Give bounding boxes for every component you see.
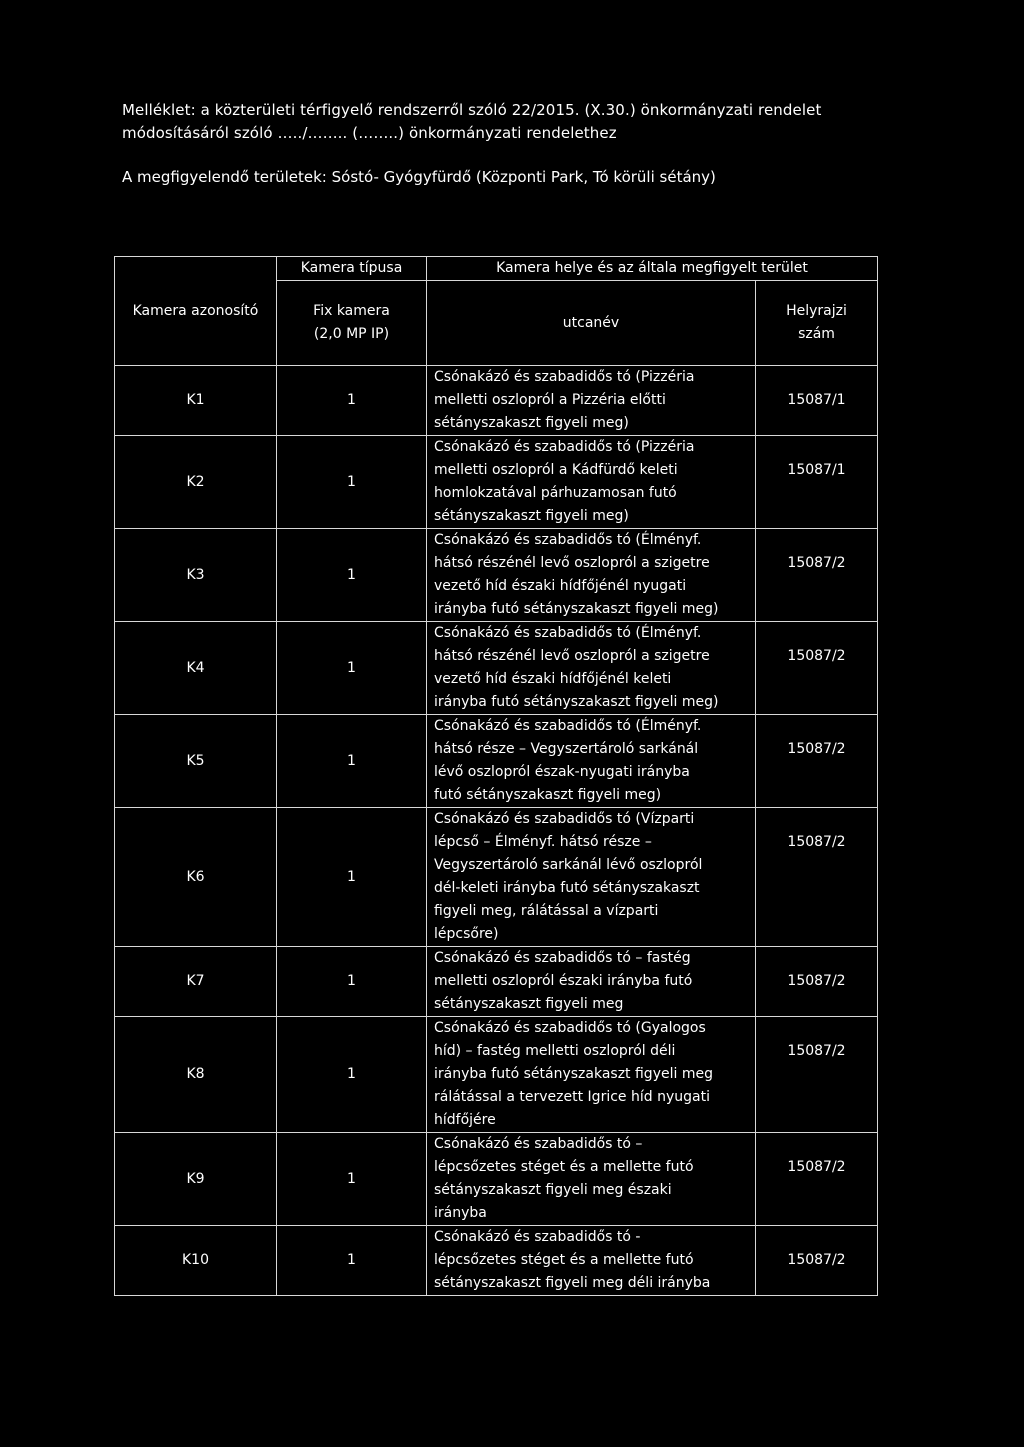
table-row bbox=[115, 436, 878, 529]
street-cell bbox=[427, 529, 756, 622]
street-line: sétányszakaszt figyeli meg) bbox=[434, 508, 629, 524]
street-line: Csónakázó és szabadidős tó (Pizzéria bbox=[434, 439, 695, 455]
table-row bbox=[115, 1226, 878, 1296]
street-cell bbox=[427, 1133, 756, 1226]
lot-number-cell: 15087/1 bbox=[756, 436, 878, 529]
street-line: hátsó része – Vegyszertároló sarkánál bbox=[434, 741, 699, 757]
camera-id-cell: K4 bbox=[115, 622, 277, 715]
header-camera-id: Kamera azonosító bbox=[115, 257, 277, 366]
street-line: Csónakázó és szabadidős tó (Vízparti bbox=[434, 811, 695, 827]
street-line: Csónakázó és szabadidős tó (Pizzéria bbox=[434, 369, 695, 385]
header-fixed-camera: Fix kamera bbox=[313, 303, 390, 319]
street-line: Csónakázó és szabadidős tó – fastég bbox=[434, 950, 691, 966]
table-body bbox=[115, 366, 878, 1296]
street-line: homlokzatával párhuzamosan futó bbox=[434, 485, 677, 501]
camera-count-cell: 1 bbox=[277, 622, 427, 715]
street-line: hátsó részénél levő oszlopról a szigetre bbox=[434, 648, 710, 664]
camera-id-cell: K5 bbox=[115, 715, 277, 808]
table-row bbox=[115, 1133, 878, 1226]
header-street: utcanév bbox=[427, 281, 756, 366]
lot-number-cell: 15087/2 bbox=[756, 1017, 878, 1133]
street-line: sétányszakaszt figyeli meg déli irányba bbox=[434, 1275, 711, 1291]
street-line: irányba futó sétányszakaszt figyeli meg) bbox=[434, 694, 719, 710]
street-line: Csónakázó és szabadidős tó (Élményf. bbox=[434, 718, 702, 734]
camera-id-cell: K2 bbox=[115, 436, 277, 529]
table-row bbox=[115, 366, 878, 436]
street-line: Csónakázó és szabadidős tó (Gyalogos bbox=[434, 1020, 706, 1036]
table-row bbox=[115, 1017, 878, 1133]
street-cell bbox=[427, 366, 756, 436]
street-line: lévő oszlopról észak-nyugati irányba bbox=[434, 764, 690, 780]
street-cell bbox=[427, 622, 756, 715]
header-row-1 bbox=[115, 257, 878, 281]
camera-table bbox=[114, 256, 878, 1296]
camera-id-cell: K10 bbox=[115, 1226, 277, 1296]
intro-text bbox=[122, 99, 912, 145]
street-line: vezető híd északi hídfőjénél keleti bbox=[434, 671, 672, 687]
street-line: hátsó részénél levő oszlopról a szigetre bbox=[434, 555, 710, 571]
camera-count-cell: 1 bbox=[277, 715, 427, 808]
camera-id-cell: K3 bbox=[115, 529, 277, 622]
table-row bbox=[115, 622, 878, 715]
lot-number-cell: 15087/2 bbox=[756, 715, 878, 808]
camera-id-cell: K1 bbox=[115, 366, 277, 436]
camera-id-cell: K9 bbox=[115, 1133, 277, 1226]
camera-count-cell: 1 bbox=[277, 947, 427, 1017]
street-line: Csónakázó és szabadidős tó (Élményf. bbox=[434, 625, 702, 641]
street-cell bbox=[427, 808, 756, 947]
lot-number-cell: 15087/1 bbox=[756, 366, 878, 436]
street-line: irányba futó sétányszakaszt figyeli meg bbox=[434, 1066, 713, 1082]
street-line: Vegyszertároló sarkánál lévő oszlopról bbox=[434, 857, 703, 873]
header-camera-type-sub bbox=[277, 281, 427, 366]
camera-count-cell: 1 bbox=[277, 808, 427, 947]
street-line: lépcsőzetes stéget és a mellette futó bbox=[434, 1252, 694, 1268]
intro-line-2: módosításáról szóló …../…….. (……..) önkormányzati rendelethez bbox=[122, 124, 617, 142]
header-lot-line-2: szám bbox=[798, 326, 835, 342]
header-lot-number bbox=[756, 281, 878, 366]
street-line: sétányszakaszt figyeli meg északi bbox=[434, 1182, 672, 1198]
street-line: melletti oszlopról a Pizzéria előtti bbox=[434, 392, 666, 408]
street-line: melletti oszlopról északi irányba futó bbox=[434, 973, 693, 989]
camera-count-cell: 1 bbox=[277, 436, 427, 529]
street-cell bbox=[427, 947, 756, 1017]
street-line: sétányszakaszt figyeli meg bbox=[434, 996, 624, 1012]
table-row bbox=[115, 947, 878, 1017]
header-camera-type: Kamera típusa bbox=[277, 257, 427, 281]
lot-number-cell: 15087/2 bbox=[756, 947, 878, 1017]
table-row bbox=[115, 808, 878, 947]
lot-number-cell: 15087/2 bbox=[756, 808, 878, 947]
street-line: dél-keleti irányba futó sétányszakaszt bbox=[434, 880, 700, 896]
street-line: híd) – fastég melletti oszlopról déli bbox=[434, 1043, 676, 1059]
street-line: figyeli meg, rálátással a vízparti bbox=[434, 903, 659, 919]
camera-count-cell: 1 bbox=[277, 1133, 427, 1226]
camera-id-cell: K7 bbox=[115, 947, 277, 1017]
street-cell bbox=[427, 1226, 756, 1296]
street-line: lépcső – Élményf. hátsó része – bbox=[434, 834, 652, 850]
street-line: irányba futó sétányszakaszt figyeli meg) bbox=[434, 601, 719, 617]
street-line: Csónakázó és szabadidős tó - bbox=[434, 1229, 641, 1245]
street-cell bbox=[427, 1017, 756, 1133]
lot-number-cell: 15087/2 bbox=[756, 1226, 878, 1296]
street-line: lépcsőre) bbox=[434, 926, 499, 942]
street-line: rálátással a tervezett Igrice híd nyugati bbox=[434, 1089, 710, 1105]
street-line: vezető híd északi hídfőjénél nyugati bbox=[434, 578, 687, 594]
intro-line-1: Melléklet: a közterületi térfigyelő rendszerről szóló 22/2015. (X.30.) önkormányzati rendelet bbox=[122, 101, 822, 119]
street-cell bbox=[427, 436, 756, 529]
camera-count-cell: 1 bbox=[277, 1226, 427, 1296]
street-cell bbox=[427, 715, 756, 808]
camera-count-cell: 1 bbox=[277, 529, 427, 622]
table-row bbox=[115, 529, 878, 622]
street-line: melletti oszlopról a Kádfürdő keleti bbox=[434, 462, 678, 478]
street-line: sétányszakaszt figyeli meg) bbox=[434, 415, 629, 431]
section-heading: A megfigyelendő területek: Sóstó- Gyógyfürdő (Központi Park, Tó körüli sétány) bbox=[122, 168, 716, 186]
lot-number-cell: 15087/2 bbox=[756, 622, 878, 715]
camera-id-cell: K6 bbox=[115, 808, 277, 947]
lot-number-cell: 15087/2 bbox=[756, 529, 878, 622]
lot-number-cell: 15087/2 bbox=[756, 1133, 878, 1226]
street-line: Csónakázó és szabadidős tó – bbox=[434, 1136, 643, 1152]
camera-count-cell: 1 bbox=[277, 1017, 427, 1133]
street-line: Csónakázó és szabadidős tó (Élményf. bbox=[434, 532, 702, 548]
street-line: hídfőjére bbox=[434, 1112, 496, 1128]
street-line: lépcsőzetes stéget és a mellette futó bbox=[434, 1159, 694, 1175]
camera-count-cell: 1 bbox=[277, 366, 427, 436]
street-line: futó sétányszakaszt figyeli meg) bbox=[434, 787, 662, 803]
header-lot-line-1: Helyrajzi bbox=[786, 303, 847, 319]
table-row bbox=[115, 715, 878, 808]
header-location: Kamera helye és az általa megfigyelt terület bbox=[427, 257, 878, 281]
header-resolution: (2,0 MP IP) bbox=[313, 326, 390, 342]
camera-id-cell: K8 bbox=[115, 1017, 277, 1133]
street-line: irányba bbox=[434, 1205, 487, 1221]
